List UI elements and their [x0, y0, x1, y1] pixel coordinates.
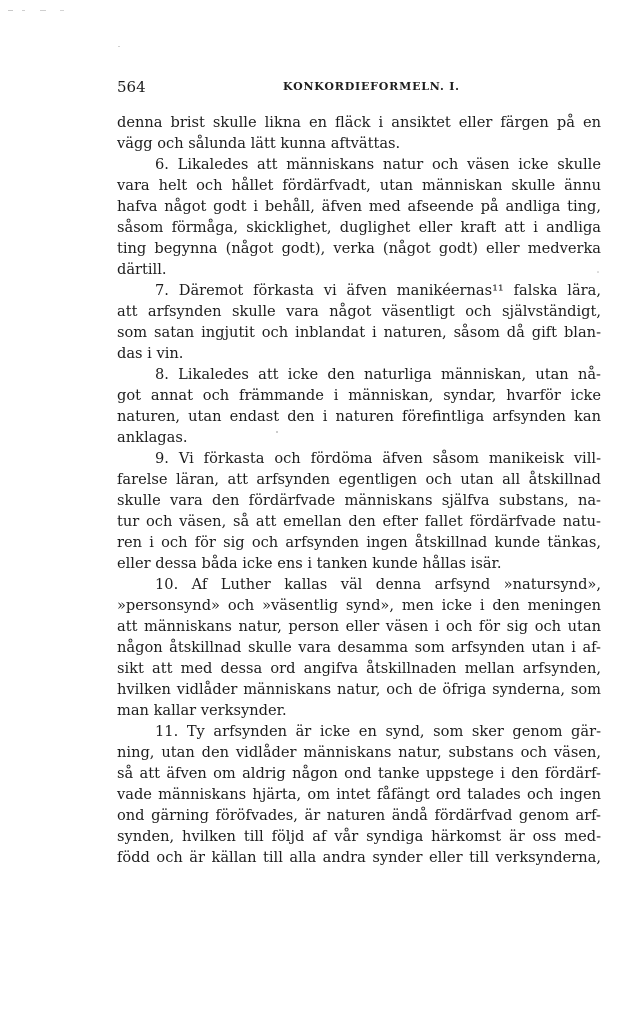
text-line: ning, utan den vidlåder människans natur, substans och väsen,: [117, 744, 601, 761]
text-line: som satan ingjutit och inblandat i naturen, såsom då gift blan-: [117, 324, 601, 341]
text-line: ond gärning föröfvades, är naturen ändå fördärfvad genom arf-: [117, 807, 601, 824]
text-line: denna brist skulle likna en fläck i ansiktet eller färgen på en: [117, 114, 601, 131]
body-text: [117, 112, 601, 868]
paragraph-first-line: 10. Af Luther kallas väl denna arfsynd »natursynd»,: [155, 576, 601, 593]
text-line: got annat och främmande i människan, syndar, hvarför icke: [117, 387, 601, 404]
text-line: hvilken vidlåder människans natur, och de öfriga synderna, som: [117, 681, 601, 698]
text-line: ting begynna (något godt), verka (något godt) eller medverka: [117, 240, 601, 257]
paragraph-first-line: 7. Däremot förkasta vi äfven manikéernas¹¹ falska lära,: [155, 282, 601, 299]
text-line: man kallar verksynder.: [117, 702, 287, 719]
text-line: eller dessa båda icke ens i tanken kunde hållas isär.: [117, 555, 502, 572]
text-line: farelse läran, att arfsynden egentligen och utan all åtskillnad: [117, 471, 601, 488]
text-line: tur och väsen, så att emellan den efter fallet fördärfvade natu-: [117, 513, 601, 530]
text-line: därtill.: [117, 261, 167, 278]
page-header: [117, 78, 601, 98]
text-line: att arfsynden skulle vara något väsentligt och självständigt,: [117, 303, 601, 320]
text-line: vägg och sålunda lätt kunna aftvättas.: [117, 135, 401, 152]
text-line: das i vin.: [117, 345, 184, 362]
paragraph-first-line: 8. Likaledes att icke den naturliga människan, utan nå-: [155, 366, 601, 383]
paragraph-first-line: 6. Likaledes att människans natur och väsen icke skulle: [155, 156, 601, 173]
text-line: ren i och för sig och arfsynden ingen åtskillnad kunde tänkas,: [117, 534, 601, 551]
text-line: vade människans hjärta, om intet fåfängt ord talades och ingen: [117, 786, 601, 803]
text-line: född och är källan till alla andra synder eller till verksynderna,: [117, 849, 601, 866]
paragraph-first-line: 9. Vi förkasta och fördöma äfven såsom manikeisk vill-: [155, 450, 601, 467]
running-title: KONKORDIEFORMELN. I.: [283, 80, 460, 93]
page-number: 564: [117, 78, 146, 96]
text-line: vara helt och hållet fördärfvadt, utan människan skulle ännu: [117, 177, 601, 194]
text-line: synden, hvilken till följd af vår syndiga härkomst är oss med-: [117, 828, 601, 845]
text-line: så att äfven om aldrig någon ond tanke uppstege i den fördärf-: [117, 765, 601, 782]
text-line: naturen, utan endast den i naturen förefintliga arfsynden kan: [117, 408, 601, 425]
text-line: att människans natur, person eller väsen i och för sig och utan: [117, 618, 601, 635]
text-line: anklagas.: [117, 429, 188, 446]
text-line: skulle vara den fördärfvade människans själfva substans, na-: [117, 492, 601, 509]
text-line: hafva något godt i behåll, äfven med afseende på andliga ting,: [117, 198, 601, 215]
paragraph-first-line: 11. Ty arfsynden är icke en synd, som sker genom gär-: [155, 723, 601, 740]
text-line: såsom förmåga, skicklighet, duglighet eller kraft att i andliga: [117, 219, 601, 236]
text-line: sikt att med dessa ord angifva åtskillnaden mellan arfsynden,: [117, 660, 601, 677]
text-line: »personsynd» och »väsentlig synd», men icke i den meningen: [117, 597, 601, 614]
text-line: någon åtskillnad skulle vara desamma som arfsynden utan i af-: [117, 639, 601, 656]
